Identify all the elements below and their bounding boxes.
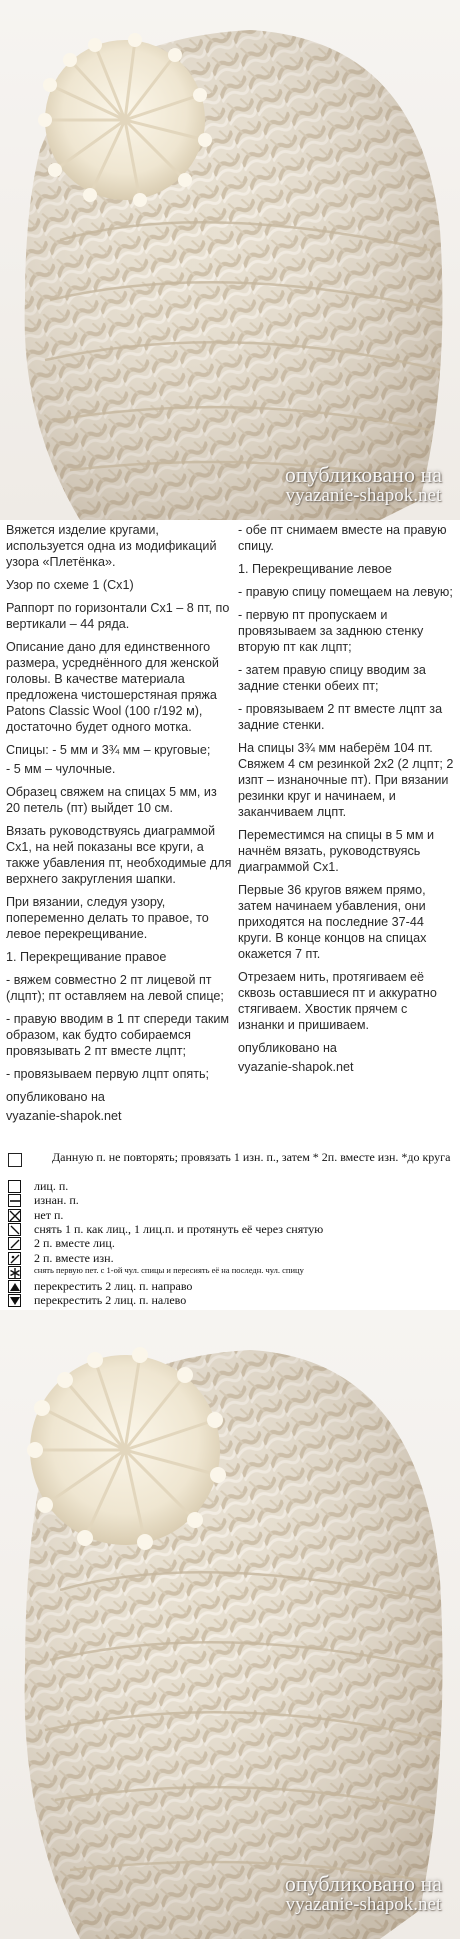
dash-square-icon (8, 1194, 21, 1207)
paragraph: Переместимся на спицы в 5 мм и начнём вязать, руководствуясь диаграммой Сх1. (238, 828, 435, 874)
legend-label: снять первую пет. с 1-ой чул. спицы и пересиять её на последн. чул. спицу (34, 1264, 304, 1275)
legend-item (8, 1180, 458, 1194)
paragraph: Раппорт по горизонтали Сх1 – 8 пт, по вертикали – 44 ряда. (6, 601, 230, 631)
paragraph: Первые 36 кругов вяжем прямо, затем начинаем убавления, они приходятся на последние 37-44 круги. В конце концов на спицах окажется 7 пт. (238, 883, 427, 961)
paragraph: - вяжем совместно 2 пт лицевой пт (лцпт); пт оставляем на левой спице; (6, 973, 224, 1003)
watermark-line2: vyazanie-shapok.net (285, 485, 442, 507)
chart-legend (0, 1148, 460, 1310)
backslash-square-icon (8, 1223, 21, 1236)
watermark-top (285, 463, 442, 506)
legend-label: 2 п. вместе изн. (34, 1250, 114, 1265)
paragraph: - провязываем первую лцпт опять; (6, 1067, 210, 1081)
legend-label: изнан. п. (34, 1193, 79, 1208)
site-link[interactable]: vyazanie-shapok.net (6, 1109, 122, 1123)
asterisk-square-icon (8, 1266, 21, 1279)
watermark-line1: опубликовано на (284, 1871, 442, 1896)
slash-dot-square-icon (8, 1252, 21, 1265)
legend-label: 2 п. вместе лиц. (34, 1236, 115, 1251)
knitted-hat-illustration (0, 1310, 460, 1939)
legend-item (8, 1266, 458, 1280)
left-column (6, 522, 232, 1131)
instructions-text (0, 520, 460, 1148)
legend-item (8, 1280, 458, 1294)
paragraph: Описание дано для единственного размера, усреднённого для женской головы. В качестве материала предложена чистошерстяная пряжа Patons Classic Wool (100 г/192 м), достаточно будет одного мотка. (6, 640, 219, 734)
paragraph: - обе пт снимаем вместе на правую спицу. (238, 523, 447, 553)
legend-header (8, 1150, 458, 1164)
paragraph: - провязываем 2 пт вместе лцпт за задние стенки. (238, 702, 443, 732)
legend-item (8, 1252, 458, 1266)
watermark-line2: vyazanie-shapok.net (285, 1894, 442, 1916)
cross-square-icon (8, 1209, 21, 1222)
legend-label: перекрестить 2 лиц. п. направо (34, 1279, 193, 1294)
paragraph: - правую вводим в 1 пт спереди таким образом, как будто собираемся провязывать 2 пт вместе лцпт; (6, 1012, 230, 1058)
paragraph: Отрезаем нить, протягиваем её сквозь оставшиеся пт и аккуратно стягиваем. Хвостик прячем с изнанки и пришиваем. (238, 970, 437, 1032)
paragraph: Вязать руководствуясь диаграммой Сх1, на ней показаны все круги, а также убавления пт, необходимые для верхнего закругления шапки. (6, 824, 232, 886)
empty-square-icon (8, 1153, 22, 1167)
paragraph: 1. Перекрещивание правое (6, 950, 167, 964)
legend-label: перекрестить 2 лиц. п. налево (34, 1293, 187, 1308)
paragraph: - правую спицу помещаем на левую; (238, 585, 453, 599)
site-link[interactable]: vyazanie-shapok.net (238, 1060, 354, 1074)
hat-photo-top (0, 0, 460, 520)
paragraph: Спицы: - 5 мм и 3¾ мм – круговые; (6, 743, 211, 757)
legend-item (8, 1194, 458, 1208)
paragraph: - 5 мм – чулочные. (6, 762, 116, 776)
paragraph: Образец свяжем на спицах 5 мм, из 20 петель (пт) выйдет 10 см. (6, 785, 217, 815)
legend-label: снять 1 п. как лиц., 1 лиц.п. и протянуть её через снятую (34, 1221, 324, 1236)
legend-label: нет п. (34, 1207, 64, 1222)
watermark-bottom (285, 1872, 442, 1915)
legend-item (8, 1223, 458, 1237)
paragraph: На спицы 3¾ мм наберём 104 пт. Свяжем 4 см резинкой 2х2 (2 лцпт; 2 изпт – изнаночные пт). При вязании резинки круг и начинаем, и заканчиваем лцпт. (238, 741, 454, 819)
triangle-up-square-icon (8, 1280, 21, 1293)
blank-square-icon (8, 1180, 21, 1193)
paragraph: Узор по схеме 1 (Сх1) (6, 578, 134, 592)
knitted-hat-illustration (0, 0, 460, 520)
right-column (238, 522, 456, 1082)
hat-photo-bottom (0, 1310, 460, 1939)
triangle-down-square-icon (8, 1294, 21, 1307)
legend-item (8, 1294, 458, 1308)
slash-square-icon (8, 1237, 21, 1250)
watermark-line1: опубликовано на (284, 462, 442, 487)
legend-label: лиц. п. (34, 1179, 69, 1193)
paragraph: При вязании, следуя узору, попеременно делать то правое, то левое перекрещивание. (6, 895, 209, 941)
legend-item (8, 1237, 458, 1251)
paragraph: 1. Перекрещивание левое (238, 562, 392, 576)
paragraph: опубликовано на (238, 1041, 337, 1055)
paragraph: Вяжется изделие кругами, используется одна из модификаций узора «Плетёнка». (6, 523, 217, 569)
paragraph: опубликовано на (6, 1090, 105, 1104)
paragraph: - первую пт пропускаем и провязываем за заднюю стенку вторую пт как лцпт; (238, 608, 424, 654)
legend-item (8, 1209, 458, 1223)
paragraph: - затем правую спицу вводим за задние стенки обеих пт; (238, 663, 426, 693)
legend-header-text: Данную п. не повторять; провязать 1 изн. п., затем * 2п. вместе изн. *до круга (52, 1150, 451, 1164)
